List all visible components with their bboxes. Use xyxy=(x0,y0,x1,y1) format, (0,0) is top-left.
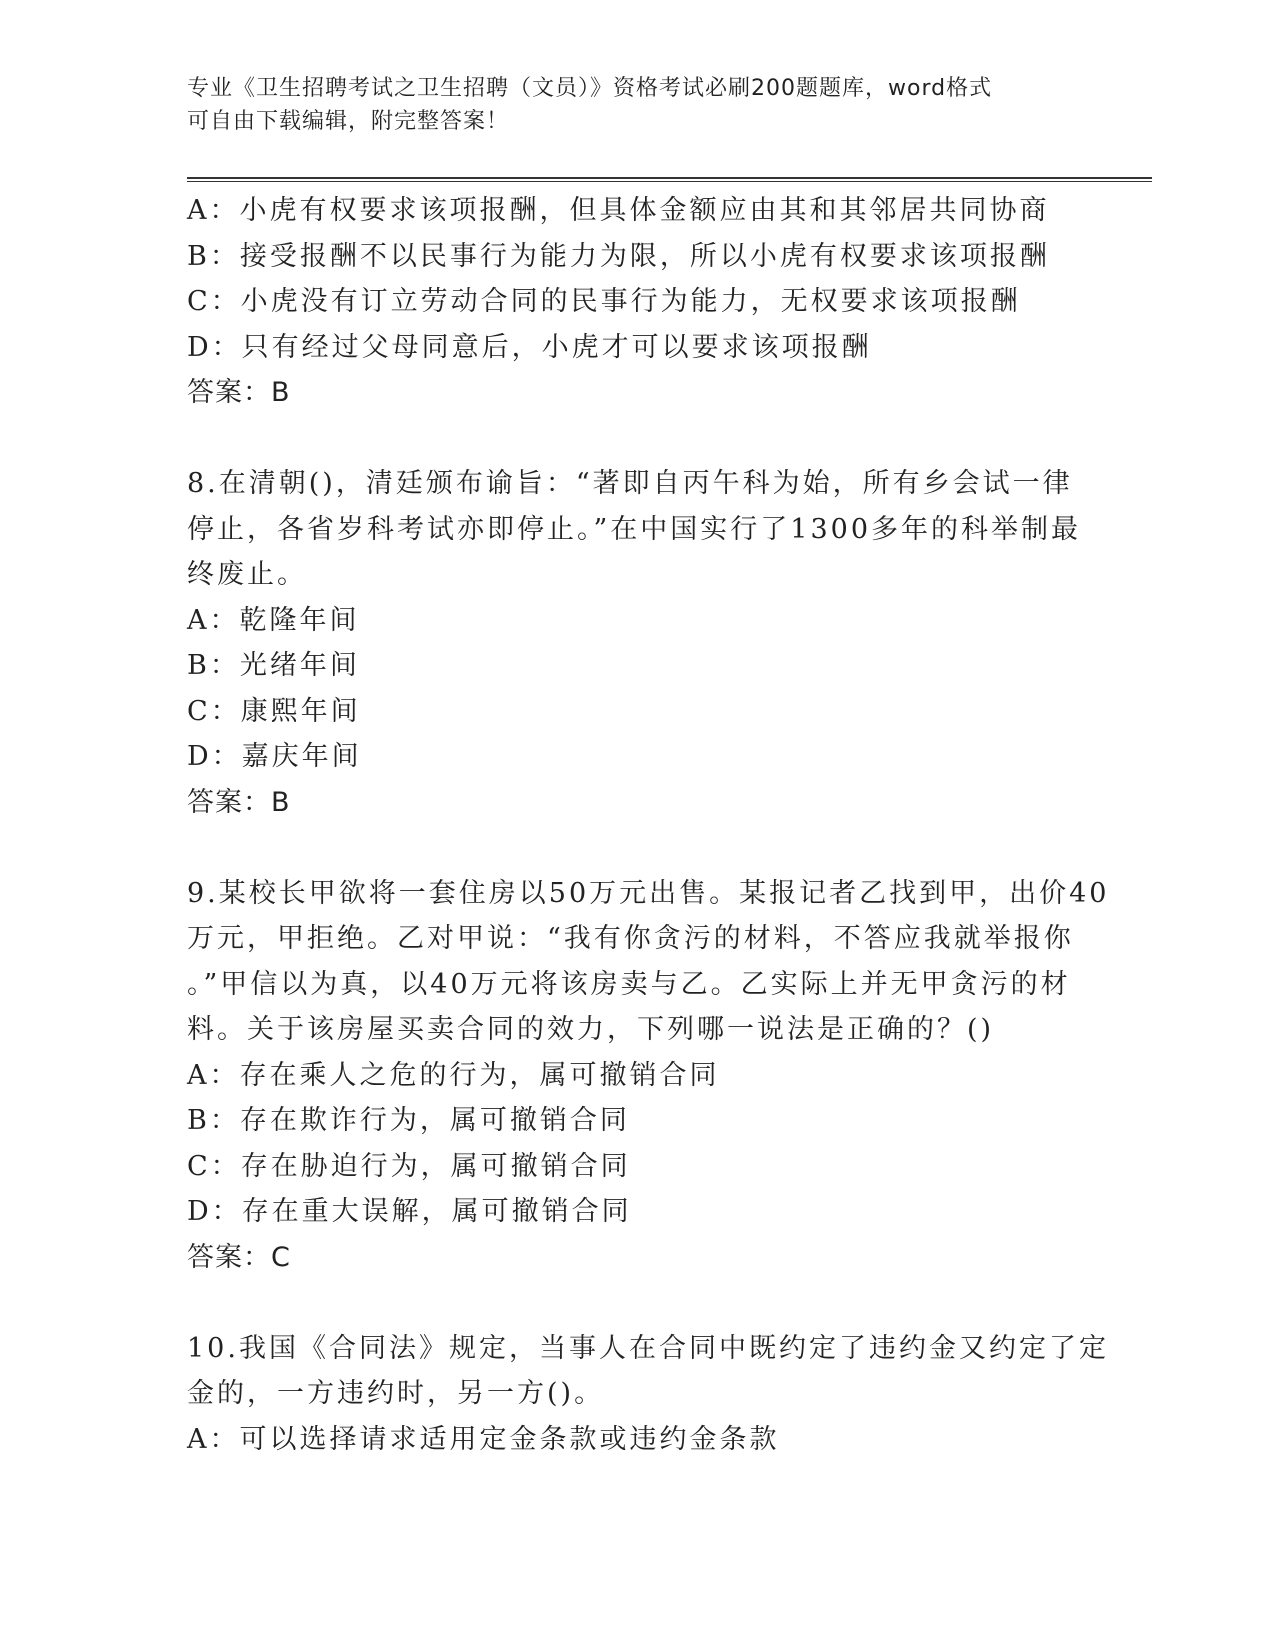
option-c: C：存在胁迫行为，属可撤销合同 xyxy=(187,1150,631,1182)
question-stem-line: 10.我国《合同法》规定，当事人在合同中既约定了违约金又约定了定 xyxy=(187,1332,1109,1364)
option-d: D：存在重大误解，属可撤销合同 xyxy=(187,1196,632,1227)
question-stem-line: 金的，一方违约时，另一方()。 xyxy=(187,1378,605,1409)
document-header xyxy=(187,72,1087,138)
question-content xyxy=(187,188,1110,1462)
option-b: B：接受报酬不以民事行为能力为限，所以小虎有权要求该项报酬 xyxy=(187,240,1050,272)
option-d: D：只有经过父母同意后，小虎才可以要求该项报酬 xyxy=(187,331,872,363)
header-line-1: 专业《卫生招聘考试之卫生招聘（文员）》资格考试必刷200题题库，word格式 xyxy=(187,76,993,101)
question-stem-line: 。”甲信以为真，以40万元将该房卖与乙。乙实际上并无甲贪污的材 xyxy=(187,968,1071,1000)
question-9 xyxy=(187,871,1110,1281)
question-stem-line: 停止，各省岁科考试亦即停止。”在中国实行了1300多年的科举制最 xyxy=(187,513,1082,545)
option-a: A：乾隆年间 xyxy=(187,604,360,636)
option-a: A：可以选择请求适用定金条款或违约金条款 xyxy=(187,1423,780,1455)
header-line-2: 可自由下载编辑，附完整答案！ xyxy=(187,109,510,134)
option-d: D：嘉庆年间 xyxy=(187,741,362,772)
option-b: B：存在欺诈行为，属可撤销合同 xyxy=(187,1105,630,1136)
question-stem-line: 料。关于该房屋买卖合同的效力，下列哪一说法是正确的？() xyxy=(187,1014,995,1045)
answer-line: 答案：C xyxy=(187,1241,291,1273)
answer-line: 答案：B xyxy=(187,377,291,408)
question-stem-line: 终废止。 xyxy=(187,559,307,590)
header-divider xyxy=(187,177,1152,182)
option-a: A：存在乘人之危的行为，属可撤销合同 xyxy=(187,1059,720,1091)
question-stem-line: 万元，甲拒绝。乙对甲说：“我有你贪污的材料，不答应我就举报你 xyxy=(187,923,1074,954)
question-10 xyxy=(187,1326,1109,1463)
answer-line: 答案：B xyxy=(187,786,291,818)
question-7-continued xyxy=(187,188,1087,416)
option-b: B：光绪年间 xyxy=(187,650,360,681)
option-c: C：小虎没有订立劳动合同的民事行为能力，无权要求该项报酬 xyxy=(187,286,1021,317)
option-c: C：康熙年间 xyxy=(187,695,361,727)
question-stem-line: 9.某校长甲欲将一套住房以50万元出售。某报记者乙找到甲，出价40 xyxy=(187,877,1110,909)
option-a: A：小虎有权要求该项报酬，但具体金额应由其和其邻居共同协商 xyxy=(187,195,1050,226)
question-stem-line: 8.在清朝()，清廷颁布谕旨：“著即自丙午科为始，所有乡会试一律 xyxy=(187,468,1073,499)
question-8 xyxy=(187,461,1087,825)
